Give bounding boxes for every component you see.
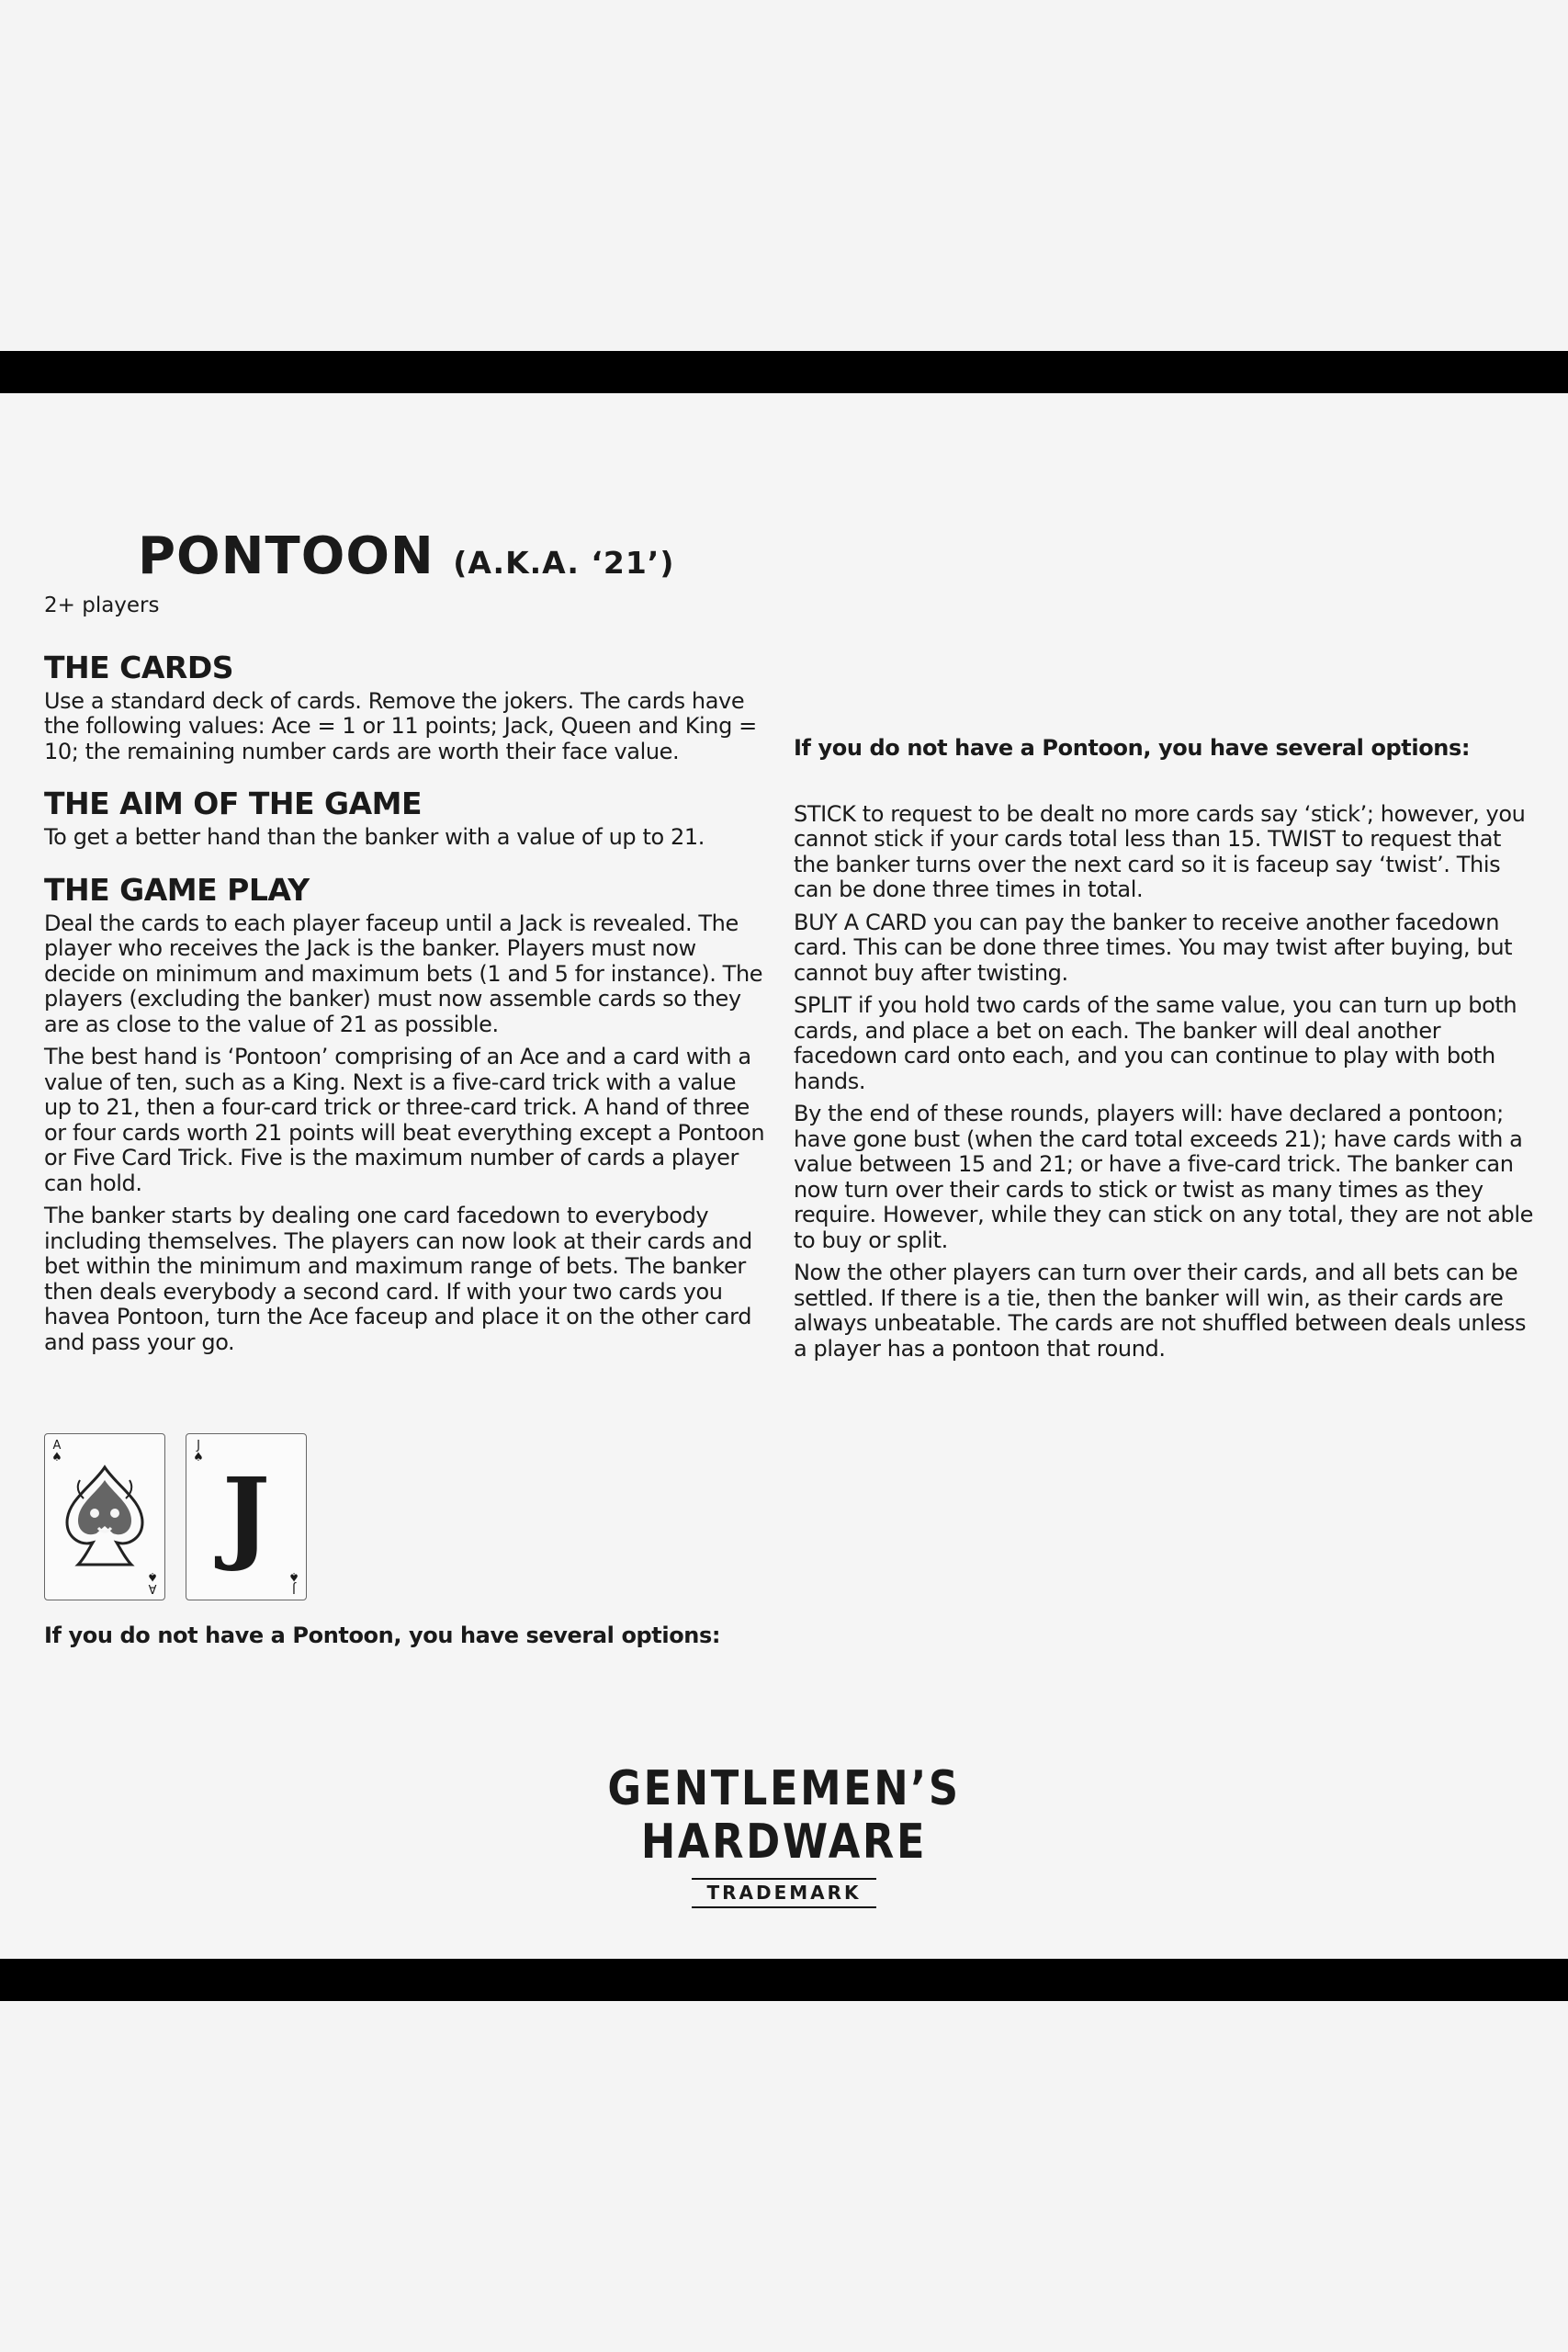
option-paragraph-stick-twist: STICK to request to be dealt no more cards say ‘stick’; however, you cannot stick if your cards total less than 15. TWIST to request that the banker turns over the next card so it is faceup say ‘twist’. This can be done three times in total. bbox=[794, 800, 1526, 903]
title-aka: (A.K.A. ‘21’) bbox=[453, 545, 675, 581]
ace-of-spades-card bbox=[44, 1433, 165, 1600]
section-text-cards: Use a standard deck of cards. Remove the jokers. The cards have the following values: Ace = 1 or 11 points; Jack, Queen and King = 10; the remaining number cards are worth their face value. bbox=[44, 687, 757, 764]
card-corner-bottom: J ♠ bbox=[288, 1569, 299, 1595]
logo-trademark: TRADEMARK bbox=[692, 1878, 875, 1908]
section-text-aim: To get a better hand than the banker with a value of up to 21. bbox=[44, 824, 705, 851]
spade-icon: ♠ bbox=[193, 1451, 204, 1464]
top-border-bar bbox=[0, 351, 1568, 393]
section-heading-cards: THE CARDS bbox=[44, 650, 233, 685]
option-paragraph-buy: BUY A CARD you can pay the banker to receive another facedown card. This can be done three times. You may twist after buying, but cannot buy after twisting. bbox=[794, 909, 1513, 986]
options-heading-left: If you do not have a Pontoon, you have several options: bbox=[44, 1623, 721, 1648]
bottom-border-bar bbox=[0, 1959, 1568, 2001]
brand-logo bbox=[0, 1762, 1568, 1908]
page-title bbox=[138, 526, 675, 586]
card-corner-top: J ♠ bbox=[193, 1439, 204, 1464]
options-heading-right: If you do not have a Pontoon, you have several options: bbox=[794, 735, 1471, 761]
section-the-cards bbox=[44, 650, 770, 764]
section-heading-aim: THE AIM OF THE GAME bbox=[44, 786, 423, 822]
section-heading-play: THE GAME PLAY bbox=[44, 871, 310, 908]
instruction-sheet bbox=[0, 393, 1568, 1959]
play-paragraph: The banker starts by dealing one card facedown to everybody including themselves. The players can now look at their cards and bet within the minimum and maximum range of bets. The banker then deals everybody a second card. If with your two cards you havea Pontoon, turn the Ace faceup and place it on the other card and pass your go. bbox=[44, 1203, 752, 1355]
logo-line-2: HARDWARE bbox=[640, 1815, 928, 1870]
player-count: 2+ players bbox=[44, 594, 160, 617]
jack-face-letter: J bbox=[221, 1455, 271, 1574]
title-main: PONTOON bbox=[138, 526, 434, 586]
card-corner-top: A ♠ bbox=[51, 1439, 62, 1464]
section-game-play bbox=[44, 873, 770, 1355]
section-aim bbox=[44, 786, 770, 850]
ornate-spade-icon bbox=[56, 1462, 153, 1572]
right-column bbox=[794, 735, 1538, 1369]
play-paragraph: Deal the cards to each player faceup until a Jack is revealed. The player who receives the Jack is the banker. Players must now decide on minimum and maximum bets (1 and 5 for instance). The players (excluding the banker) must now assemble cards so they are as close to the value of 21 as possible. bbox=[44, 910, 763, 1037]
option-paragraph-split: SPLIT if you hold two cards of the same value, you can turn up both cards, and place a bet on each. The banker will deal another facedown card onto each, and you can continue to play with both hands. bbox=[794, 992, 1517, 1094]
spade-icon: ♠ bbox=[51, 1451, 62, 1464]
logo-line-1: GENTLEMEN’S bbox=[607, 1761, 961, 1816]
left-column bbox=[44, 650, 770, 1377]
jack-of-spades-card bbox=[186, 1433, 307, 1600]
play-paragraph: The best hand is ‘Pontoon’ comprising of an Ace and a card with a value of ten, such as a King. Next is a five-card trick with a value up to 21, then a four-card trick or three-card trick. A hand of three or four cards worth 21 points will beat everything except a Pontoon or Five Card Trick. Five is the maximum number of cards a player can hold. bbox=[44, 1044, 765, 1196]
option-paragraph-settle: Now the other players can turn over their cards, and all bets can be settled. If there is a tie, then the banker will win, as their cards are always unbeatable. The cards are not shuffled between deals unless a player has a pontoon that round. bbox=[794, 1260, 1527, 1362]
option-paragraph-end-of-rounds: By the end of these rounds, players will: have declared a pontoon; have gone bust (when the card total exceeds 21); have cards with a value between 15 and 21; or have a five-card trick. The banker can now turn over their cards to stick or twist as many times as they require. However, while they can stick on any total, they are not able to buy or split. bbox=[794, 1101, 1534, 1253]
card-corner-bottom: A ♠ bbox=[147, 1569, 158, 1595]
